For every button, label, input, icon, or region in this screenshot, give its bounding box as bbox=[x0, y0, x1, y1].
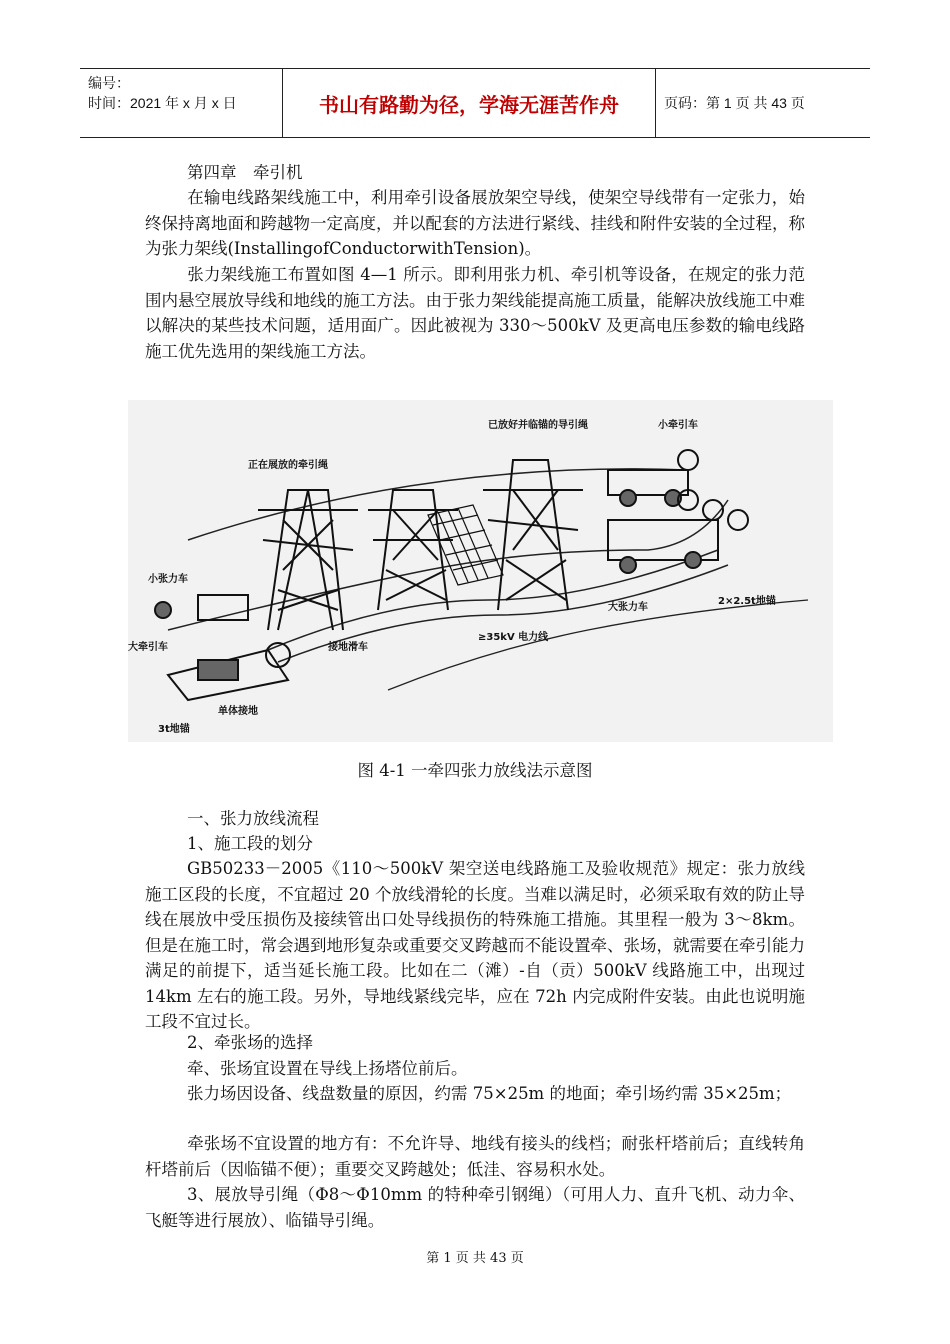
label-big-puller: 大牵引车 bbox=[128, 642, 168, 653]
section-1-title: 一、张力放线流程 bbox=[187, 809, 319, 828]
diagram-svg bbox=[128, 400, 833, 742]
label-big-tensioner: 大张力车 bbox=[608, 602, 648, 613]
time-label: 时间：2021 年 x 月 x 日 bbox=[88, 95, 237, 111]
tower-3 bbox=[483, 460, 583, 610]
label-grounding-pulley: 接地滑车 bbox=[328, 642, 368, 653]
label-small-tensioner: 小张力车 bbox=[148, 574, 188, 585]
label-ground-anchor-2x: 2×2.5t地锚 bbox=[718, 596, 776, 607]
small-tensioner-machine bbox=[155, 595, 248, 620]
page-footer: 第 1 页 共 43 页 bbox=[426, 1251, 524, 1266]
paragraph-6: 牵张场不宜设置的地方有：不允许导、地线有接头的线档；耐张杆塔前后；直线转角杆塔前后（因临锚不便）；重要交叉跨越处；低洼、容易积水处。 bbox=[145, 1134, 805, 1179]
section-1-1-title: 1、施工段的划分 bbox=[187, 834, 313, 853]
big-puller-machine bbox=[168, 643, 290, 700]
small-puller-machine bbox=[608, 450, 698, 506]
label-anchored-guide-rope: 已放好并临锚的导引绳 bbox=[488, 420, 588, 431]
paragraph-1: 在输电线路架线施工中，利用牵引设备展放架空导线，使架空导线带有一定张力，始终保持离地面和跨越物一定高度，并以配套的方法进行紧线、挂线和附件安装的全过程，称为张力架线(InstallingofConductorwithTension)。 bbox=[145, 188, 805, 258]
paragraph-3: GB50233－2005《110～500kV 架空送电线路施工及验收规范》规定：张力放线施工区段的长度，不宜超过 20 个放线滑轮的长度。当难以满足时，必须采取有效的防止导线在展放中受压损伤及接续管出口处导线损伤的特殊施工措施。其里程一般为 3～8km。但是在施工时，常会遇到地形复杂或重要交叉跨越而不能设置牵、张场，就需要在牵引能力满足的前提下，适当延长施工段。比如在二（滩）-自（贡）500kV 线路施工中，出现过 14km 左右的施工段。另外，导地线紧线完毕，应在 72h 内完成附件安装。由此也说明施工段不宜过长。 bbox=[145, 859, 805, 1031]
figure-tension-stringing-diagram bbox=[128, 400, 833, 742]
paragraph-5: 张力场因设备、线盘数量的原因，约需 75×25m 的地面；牵引场约需 35×25m； bbox=[187, 1084, 792, 1103]
section-1-2-title: 2、牵张场的选择 bbox=[187, 1033, 313, 1052]
header-left-cell bbox=[80, 69, 282, 137]
label-pulling-rope: 正在展放的牵引绳 bbox=[248, 460, 328, 471]
label-power-line: ≥35kV 电力线 bbox=[478, 632, 549, 643]
number-label: 编号： bbox=[88, 75, 130, 91]
paragraph-2: 张力架线施工布置如图 4—1 所示。即利用张力机、牵引机等设备，在规定的张力范围内悬空展放导线和地线的施工方法。由于张力架线能提高施工质量，能解决放线施工中难以解决的某些技术问题，适用面广。因此被视为 330～500kV 及更高电压参数的输电线路施工优先选用的架线施工方法。 bbox=[145, 265, 805, 361]
figure-caption: 图 4-1 一牵四张力放线法示意图 bbox=[357, 761, 593, 780]
paragraph-4: 牵、张场宜设置在导线上扬塔位前后。 bbox=[187, 1059, 468, 1078]
section-1-3-title: 3、展放导引绳（Φ8～Φ10mm 的特种牵引钢绳）（可用人力、直升飞机、动力伞、飞艇等进行展放）、临锚导引绳。 bbox=[145, 1185, 805, 1230]
motto: 书山有路勤为径，学海无涯苦作舟 bbox=[282, 69, 656, 137]
label-single-grounding: 单体接地 bbox=[218, 706, 258, 717]
page-info: 页码：第 1 页 共 43 页 bbox=[664, 95, 805, 111]
label-small-puller: 小牵引车 bbox=[658, 420, 698, 431]
page-header bbox=[80, 68, 870, 138]
label-anchor-3t: 3t地锚 bbox=[158, 724, 190, 735]
chapter-title: 第四章 牵引机 bbox=[187, 163, 303, 182]
tower-1 bbox=[258, 490, 358, 630]
tower-2 bbox=[368, 490, 458, 610]
